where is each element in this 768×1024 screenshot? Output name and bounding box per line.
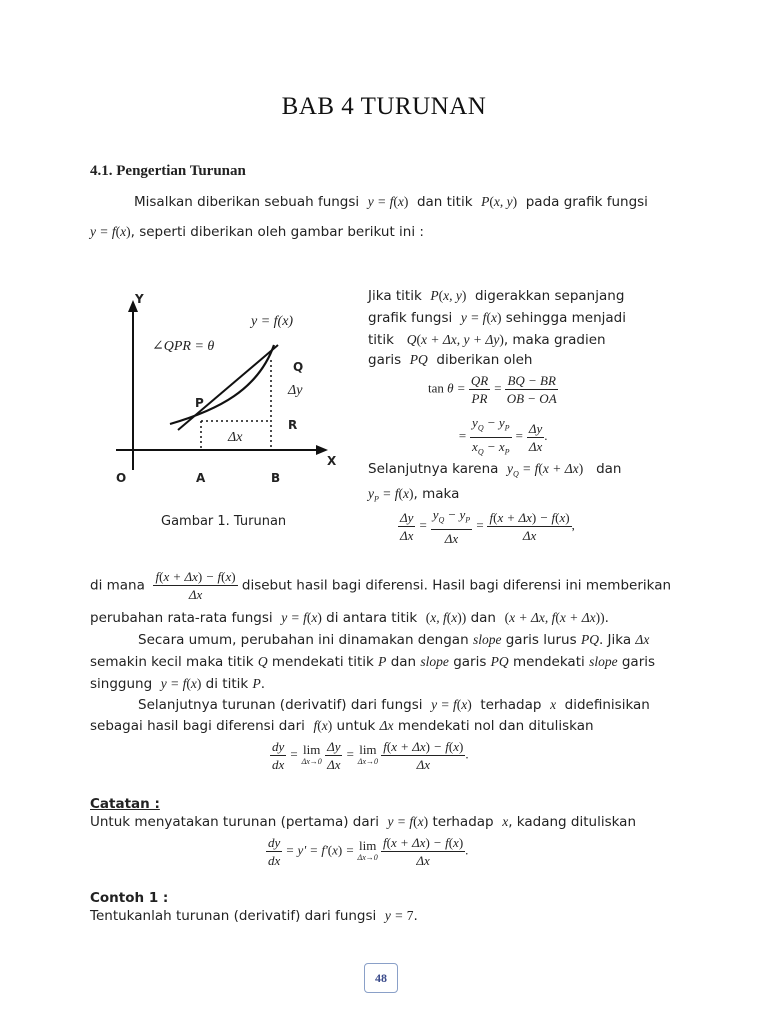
para3-line-3: singgung y = f(x) di titik P. [90, 676, 266, 692]
catatan-heading: Catatan : [90, 796, 160, 812]
para3-line-2: semakin kecil maka titik Q mendekati titik P dan slope garis PQ mendekati slope garis [90, 654, 656, 670]
para2-line-1: di mana $\frac{f(x + \Delta x) - f(x)}{\Delta x}$ disebut hasil bagi diferensi. Hasil bagi diferensi ini memberikan [90, 569, 672, 602]
origin-label: O [116, 471, 127, 485]
point-a-label: A [196, 471, 206, 485]
catatan-line: Untuk menyatakan turunan (pertama) dari y = f(x) terhadap x, kadang dituliskan [90, 814, 637, 830]
y-axis-label: Y [135, 292, 144, 306]
tan-equation-2: = $\frac{y_Q - y_P}{x_Q - x_P}$ = $\frac{\Delta y}{\Delta x}$ . [458, 415, 548, 457]
para4-line-1: Selanjutnya turunan (derivatif) dari fungsi y = f(x) terhadap x didefinisikan [138, 697, 650, 713]
point-r-label: R [288, 418, 298, 432]
intro-line-1: Misalkan diberikan sebuah fungsi y = f(x) dan titik P(x, y) pada grafik fungsi [134, 194, 648, 210]
para2-line-2: perubahan rata-rata fungsi y = f(x) di antara titik (x, f(x)) dan (x + Δx, f(x + Δx)). [90, 610, 609, 626]
function-curve [170, 345, 274, 424]
point-b-label: B [271, 471, 281, 485]
angle-label: ∠QPR = θ [152, 339, 215, 354]
right-line-6: $y_P = f(x)$, maka [368, 486, 460, 504]
figure-caption: Gambar 1. Turunan [161, 514, 287, 529]
secant-line [178, 345, 278, 430]
para3-line-1: Secara umum, perubahan ini dinamakan dengan slope garis lurus PQ. Jika Δx [138, 632, 650, 648]
derivative-notation: $\frac{dy}{dx}$ = y' = f'(x) = lim Δx→0 $\frac{f(x + \Delta x) - f(x)}{\Delta x}$ . [268, 835, 469, 868]
right-line-4: garis PQ diberikan oleh [368, 352, 533, 368]
right-line-3: titik Q(x + Δx, y + Δy), maka gradien [368, 332, 606, 348]
page-number: 48 [364, 963, 398, 993]
delta-x-label: Δx [228, 430, 243, 445]
point-p-label: P [195, 396, 204, 410]
curve-label: y = f(x) [251, 314, 294, 329]
delta-y-label: Δy [288, 383, 303, 398]
difference-quotient-equation: $\frac{\Delta y}{\Delta x}$ = $\frac{y_Q - y_P}{\Delta x}$ = $\frac{f(x + \Delta x) - f(x)}{\Delta x}$ , [400, 507, 575, 546]
derivative-figure [108, 290, 348, 490]
derivative-definition: $\frac{dy}{dx}$ = lim Δx→0 $\frac{\Delta y}{\Delta x}$ = lim Δx→0 $\frac{f(x + \Delta x) - f(x)}{\Delta x}$ . [272, 739, 469, 772]
section-heading: 4.1. Pengertian Turunan [90, 163, 246, 179]
contoh-heading: Contoh 1 : [90, 890, 169, 906]
para4-line-2: sebagai hasil bagi diferensi dari f(x) untuk Δx mendekati nol dan dituliskan [90, 718, 594, 734]
chapter-title: BAB 4 TURUNAN [281, 93, 487, 120]
right-line-2: grafik fungsi y = f(x) sehingga menjadi [368, 310, 626, 326]
right-line-5: Selanjutnya karena $y_Q = f(x + \Delta x)$ dan [368, 461, 622, 479]
contoh-text: Tentukanlah turunan (derivatif) dari fungsi y = 7. [90, 908, 418, 924]
x-axis-label: X [327, 454, 337, 468]
tan-equation-1: tan θ = $\frac{QR}{PR}$ = $\frac{BQ - BR}{OB - OA}$ [428, 373, 557, 406]
right-line-1: Jika titik P(x, y) digerakkan sepanjang [368, 288, 625, 304]
intro-line-2: y = f(x), seperti diberikan oleh gambar berikut ini : [90, 224, 424, 240]
point-q-label: Q [293, 360, 304, 374]
